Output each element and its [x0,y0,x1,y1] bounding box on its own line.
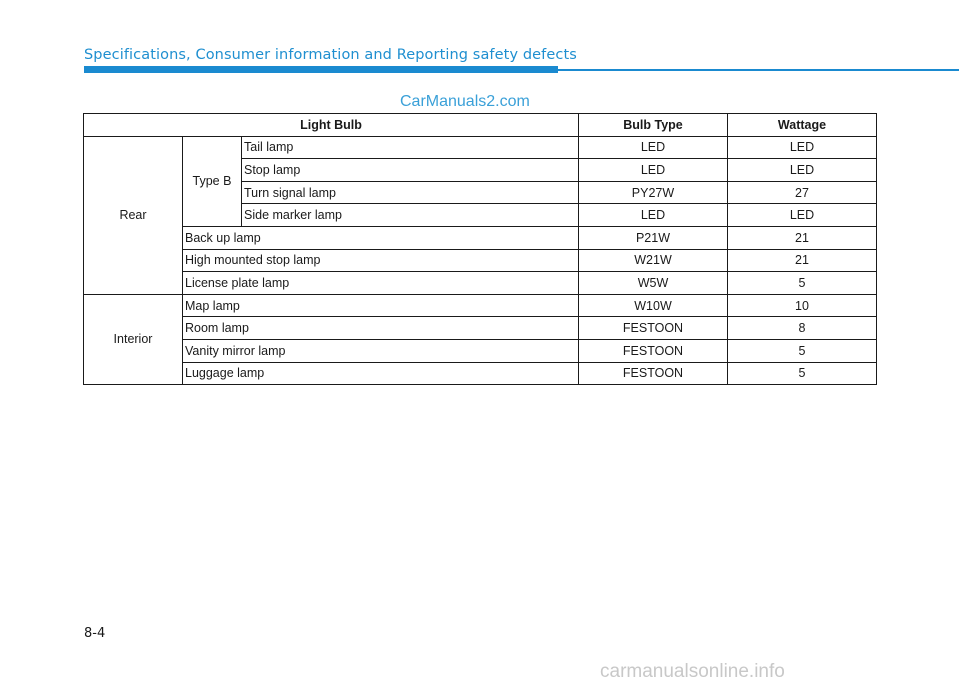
bulb-wattage: LED [728,204,877,227]
table-row [84,226,877,249]
bulb-wattage: 5 [728,339,877,362]
bulb-wattage: 5 [728,362,877,385]
bulb-type: LED [579,204,728,227]
table-row [84,272,877,295]
bulb-wattage: 8 [728,317,877,340]
bulb-name: Stop lamp [242,159,579,182]
bulb-name: Vanity mirror lamp [183,339,579,362]
watermark-bottom: carmanualsonline.info [600,661,785,682]
bulb-type: W21W [579,249,728,272]
table-row [84,249,877,272]
group-interior-label: Interior [84,294,183,384]
page-number: 8-4 [84,626,106,641]
table-row [84,136,877,159]
bulb-name: Luggage lamp [183,362,579,385]
bulb-wattage: 10 [728,294,877,317]
bulb-type: FESTOON [579,339,728,362]
bulb-name: High mounted stop lamp [183,249,579,272]
bulb-name: License plate lamp [183,272,579,295]
bulb-type: P21W [579,226,728,249]
section-header-title: Specifications, Consumer information and Reporting safety defects [84,47,577,63]
bulb-name: Map lamp [183,294,579,317]
bulb-wattage: 21 [728,249,877,272]
header-wattage: Wattage [728,114,877,137]
bulb-type: W5W [579,272,728,295]
table-header-row [84,114,877,137]
bulb-type: PY27W [579,181,728,204]
header-rule-thin [558,69,959,71]
bulb-name: Turn signal lamp [242,181,579,204]
bulb-name: Side marker lamp [242,204,579,227]
bulb-wattage: LED [728,159,877,182]
bulb-type: FESTOON [579,317,728,340]
header-light-bulb: Light Bulb [84,114,579,137]
bulb-wattage: 21 [728,226,877,249]
table-row [84,339,877,362]
header-rule-thick [84,66,558,73]
bulb-type: W10W [579,294,728,317]
bulb-wattage: LED [728,136,877,159]
header-bulb-type: Bulb Type [579,114,728,137]
bulb-wattage: 5 [728,272,877,295]
table-row [84,362,877,385]
group-type-b-label: Type B [183,136,242,226]
table-row [84,294,877,317]
group-rear-label: Rear [84,136,183,294]
bulb-type: LED [579,136,728,159]
bulb-name: Tail lamp [242,136,579,159]
bulb-type: LED [579,159,728,182]
light-bulb-table [83,113,877,385]
bulb-wattage: 27 [728,181,877,204]
bulb-name: Back up lamp [183,226,579,249]
table-row [84,317,877,340]
bulb-name: Room lamp [183,317,579,340]
bulb-type: FESTOON [579,362,728,385]
watermark-top: CarManuals2.com [400,93,530,110]
